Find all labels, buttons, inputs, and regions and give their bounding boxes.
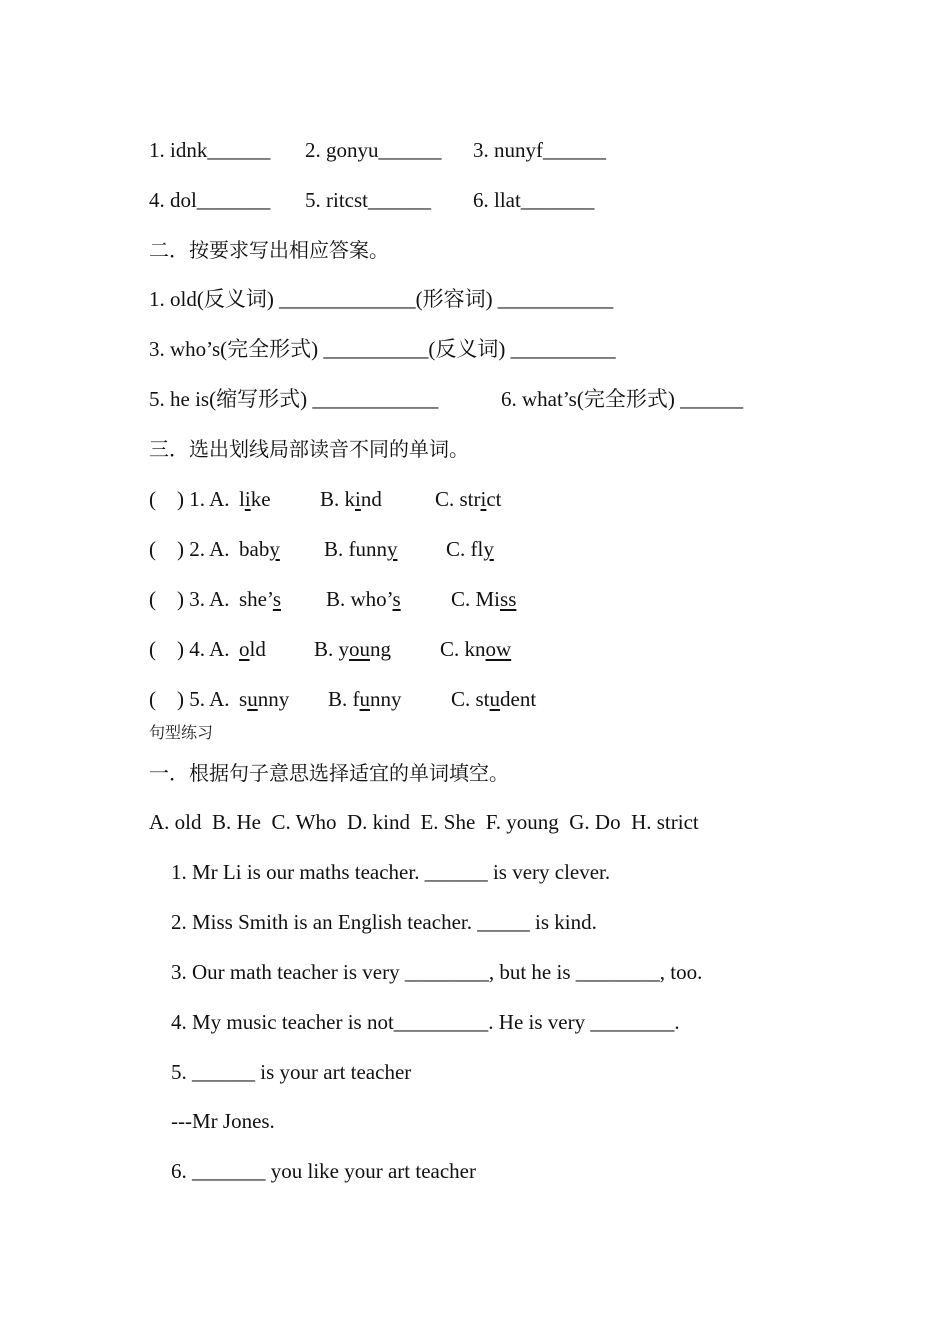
option-c: C. strict [435,487,502,511]
underlined-letters: s [272,587,282,611]
phonics-number: ( ) 2. A. [149,537,235,561]
scramble-item: 4. dol_______ [149,188,271,212]
fill-sentence: 3. Our math teacher is very ________, but he is ________, too. [171,960,703,984]
option-b: B. funny [328,687,402,711]
option-a: baby [239,537,280,561]
section-2-question: 1. old(反义词) _____________(形容词) ___________ [149,287,614,311]
underlined-letters: u [359,687,370,711]
option-c: C. know [440,637,512,661]
section-s1-heading: 一．根据句子意思选择适宜的单词填空。 [149,761,509,785]
option-a: sunny [239,687,290,711]
option-b: B. funny [324,537,398,561]
underlined-letters: ss [500,587,517,611]
underlined-letters: s [392,587,401,611]
scramble-item: 2. gonyu______ [305,138,442,162]
underlined-letters: i [244,487,251,511]
section-2-question: 5. he is(缩写形式) ____________ [149,387,439,411]
fill-sentence-answer: ---Mr Jones. [171,1109,275,1133]
section-2-heading: 二．按要求写出相应答案。 [149,238,389,262]
fill-sentence: 2. Miss Smith is an English teacher. _____ is kind. [171,910,597,934]
underlined-letters: y [269,537,280,561]
option-c: C. fly [446,537,494,561]
option-b: B. who’s [326,587,401,611]
option-a: like [239,487,271,511]
phonics-number: ( ) 5. A. [149,687,235,711]
scramble-item: 3. nunyf______ [473,138,606,162]
underlined-letters: u [247,687,258,711]
phonics-number: ( ) 3. A. [149,587,235,611]
underlined-letters: o [239,637,250,661]
section-2-question: 6. what’s(完全形式) ______ [501,387,744,411]
option-b: B. young [314,637,392,661]
option-a: she’s [239,587,282,611]
underlined-letters: u [489,687,501,711]
fill-sentence: 5. ______ is your art teacher [171,1060,412,1084]
underlined-letters: i [355,487,361,511]
scramble-item: 1. idnk______ [149,138,271,162]
pattern-practice-label: 句型练习 [149,723,214,742]
option-a: old [239,637,266,661]
underlined-letters: y [387,537,398,561]
option-c: C. student [451,687,537,711]
option-c: C. Miss [451,587,517,611]
section-3-heading: 三．选出划线局部读音不同的单词。 [149,437,469,461]
underlined-letters: y [483,537,494,561]
fill-sentence: 6. _______ you like your art teacher [171,1159,476,1183]
scramble-item: 5. ritcst______ [305,188,431,212]
underlined-letters: i [480,487,487,511]
section-2-question: 3. who’s(完全形式) __________(反义词) __________ [149,337,616,361]
word-options: A. old B. He C. Who D. kind E. She F. young G. Do H. strict [149,810,699,834]
phonics-number: ( ) 4. A. [149,637,235,661]
option-b: B. kind [320,487,382,511]
phonics-number: ( ) 1. A. [149,487,235,511]
underlined-letters: ou [349,637,371,661]
fill-sentence: 1. Mr Li is our maths teacher. ______ is very clever. [171,860,611,884]
fill-sentence: 4. My music teacher is not_________. He is very ________. [171,1010,680,1034]
scramble-item: 6. llat_______ [473,188,595,212]
underlined-letters: ow [485,637,512,661]
